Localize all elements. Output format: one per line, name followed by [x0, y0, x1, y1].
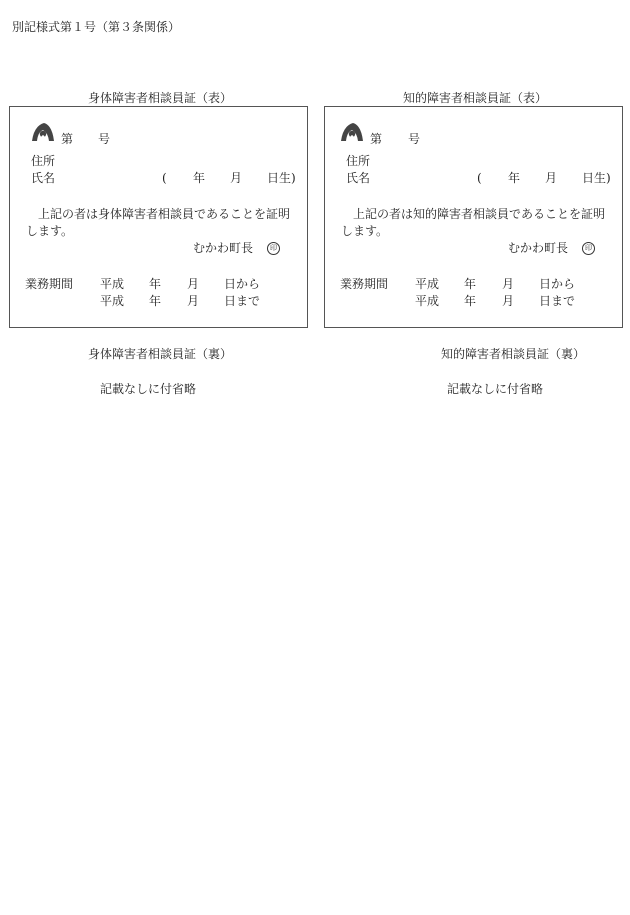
number-label: 第 — [61, 132, 74, 146]
certificate-card-front — [9, 106, 308, 328]
card-back-title: 知的障害者相談員証（裏） — [441, 347, 586, 361]
period-from-year: 年 — [149, 277, 162, 291]
town-logo-icon — [340, 122, 364, 142]
birth-year: 年 — [508, 171, 521, 185]
seal-mark: 印 — [267, 242, 280, 255]
seal-mark: 印 — [582, 242, 595, 255]
birth-year: 年 — [193, 171, 206, 185]
card-back-note: 記載なしに付省略 — [100, 382, 197, 396]
period-from-era: 平成 — [415, 277, 440, 291]
form-header: 別記様式第１号（第３条関係） — [12, 20, 181, 34]
card-back-note: 記載なしに付省略 — [447, 382, 544, 396]
certification-text-line2: します。 — [341, 224, 389, 238]
period-to-month: 月 — [187, 294, 200, 308]
period-to-era: 平成 — [415, 294, 440, 308]
number-suffix: 号 — [98, 132, 111, 146]
number-label: 第 — [370, 132, 383, 146]
town-logo-icon — [31, 122, 55, 142]
card-front-title: 知的障害者相談員証（表） — [403, 91, 548, 105]
period-from-day: 日から — [224, 277, 261, 291]
period-to-day: 日まで — [224, 294, 261, 308]
birth-open: ( — [162, 171, 167, 185]
name-label: 氏名 — [31, 171, 56, 185]
period-to-month: 月 — [502, 294, 515, 308]
certification-text-line2: します。 — [26, 224, 74, 238]
birth-day: 日生) — [582, 171, 611, 185]
period-from-era: 平成 — [100, 277, 125, 291]
address-label: 住所 — [346, 154, 371, 168]
period-from-month: 月 — [187, 277, 200, 291]
birth-open: ( — [477, 171, 482, 185]
certification-text-line1: 上記の者は身体障害者相談員であることを証明 — [38, 207, 291, 221]
birth-month: 月 — [230, 171, 243, 185]
period-to-era: 平成 — [100, 294, 125, 308]
address-label: 住所 — [31, 154, 56, 168]
name-label: 氏名 — [346, 171, 371, 185]
period-label: 業務期間 — [25, 277, 74, 291]
card-back-title: 身体障害者相談員証（裏） — [88, 347, 233, 361]
birth-day: 日生) — [267, 171, 296, 185]
period-label: 業務期間 — [340, 277, 389, 291]
issuer-name: むかわ町長 — [193, 241, 254, 255]
period-from-year: 年 — [464, 277, 477, 291]
period-to-day: 日まで — [539, 294, 576, 308]
period-from-month: 月 — [502, 277, 515, 291]
card-front-title: 身体障害者相談員証（表） — [88, 91, 233, 105]
certificate-card-front — [324, 106, 623, 328]
number-suffix: 号 — [408, 132, 421, 146]
issuer-name: むかわ町長 — [508, 241, 569, 255]
birth-month: 月 — [545, 171, 558, 185]
period-to-year: 年 — [464, 294, 477, 308]
period-to-year: 年 — [149, 294, 162, 308]
certification-text-line1: 上記の者は知的障害者相談員であることを証明 — [353, 207, 606, 221]
period-from-day: 日から — [539, 277, 576, 291]
